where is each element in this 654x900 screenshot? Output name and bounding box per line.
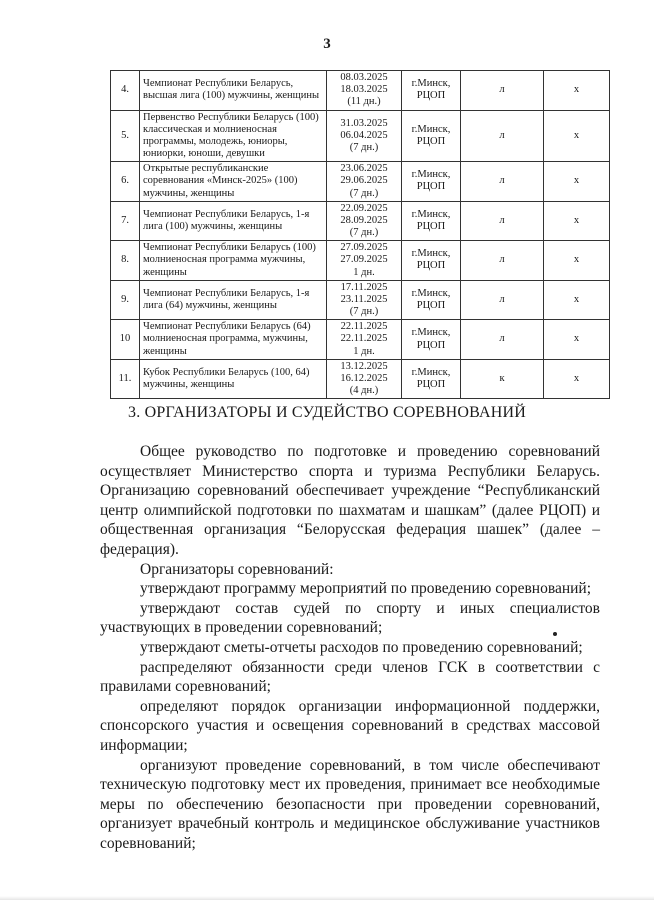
event-dates-cell	[327, 359, 402, 399]
event-dates-cell	[327, 162, 402, 202]
table-row	[111, 110, 610, 162]
event-dates-cell	[327, 110, 402, 162]
row-number-cell: 7.	[111, 201, 140, 241]
event-place-cell: г.Минск, РЦОП	[402, 201, 461, 241]
date-start: 23.06.2025	[340, 163, 388, 175]
event-dates-cell	[327, 280, 402, 320]
row-number-cell: 4.	[111, 71, 140, 111]
event-mark-cell: х	[544, 71, 610, 111]
event-type-cell: л	[461, 110, 544, 162]
paragraph-information-support: определяют порядок организации информационной поддержки, спонсорского участия и освещения соревнований в средствах массовой информации;	[100, 697, 600, 754]
date-start: 17.11.2025	[340, 281, 388, 293]
event-name-cell: Чемпионат Республики Беларусь, высшая лига (100) мужчины, женщины	[140, 71, 327, 111]
event-place-cell: г.Минск, РЦОП	[402, 162, 461, 202]
event-place-cell: г.Минск, РЦОП	[402, 359, 461, 399]
table-row	[111, 162, 610, 202]
event-place-cell: г.Минск, РЦОП	[402, 320, 461, 360]
date-start: 13.12.2025	[340, 360, 388, 372]
date-start: 08.03.2025	[340, 72, 388, 83]
event-name-cell: Чемпионат Республики Беларусь, 1-я лига (64) мужчины, женщины	[140, 280, 327, 320]
date-end: 06.04.2025	[340, 129, 388, 141]
event-dates-cell	[327, 71, 402, 111]
event-dates-cell	[327, 320, 402, 360]
duration: 1 дн.	[353, 266, 375, 278]
paragraph-approve-budget: утверждают сметы-отчеты расходов по проведению соревнований;	[140, 638, 583, 656]
table-row	[111, 241, 610, 281]
date-end: 29.06.2025	[340, 175, 388, 187]
event-place-cell: г.Минск, РЦОП	[402, 241, 461, 281]
row-number-cell: 5.	[111, 110, 140, 162]
event-dates-cell	[327, 201, 402, 241]
event-type-cell: л	[461, 320, 544, 360]
event-mark-cell: х	[544, 280, 610, 320]
event-name-cell: Чемпионат Республики Беларусь (64) молниеносная программа, мужчины, женщины	[140, 320, 327, 360]
duration: (7 дн.)	[349, 141, 379, 153]
paragraph-organizers-heading: Организаторы соревнований:	[140, 560, 334, 578]
date-end: 28.09.2025	[340, 214, 388, 226]
duration: (7 дн.)	[349, 187, 379, 199]
event-mark-cell: х	[544, 201, 610, 241]
duration: (7 дн.)	[349, 227, 379, 239]
page-edge-shadow	[0, 896, 654, 900]
date-end: 23.11.2025	[340, 293, 388, 305]
date-start: 31.03.2025	[340, 117, 388, 129]
row-number-cell: 6.	[111, 162, 140, 202]
event-name-cell: Чемпионат Республики Беларусь (100) молниеносная программа мужчины, женщины	[140, 241, 327, 281]
table-row	[111, 359, 610, 399]
duration: (7 дн.)	[349, 306, 379, 318]
table-row	[111, 280, 610, 320]
row-number-cell: 8.	[111, 241, 140, 281]
date-start: 27.09.2025	[340, 242, 388, 254]
table-row	[111, 201, 610, 241]
table-row	[111, 320, 610, 360]
duration: (11 дн.)	[347, 96, 381, 108]
event-mark-cell: х	[544, 110, 610, 162]
event-name-cell: Чемпионат Республики Беларусь, 1-я лига (100) мужчины, женщины	[140, 201, 327, 241]
paragraph-approve-judges: утверждают состав судей по спорту и иных специалистов участвующих в проведении соревнований;	[100, 599, 600, 637]
date-end: 27.09.2025	[340, 254, 388, 266]
event-type-cell: л	[461, 280, 544, 320]
event-dates-cell	[327, 241, 402, 281]
row-number-cell: 10	[111, 320, 140, 360]
event-mark-cell: х	[544, 359, 610, 399]
event-name-cell: Первенство Республики Беларусь (100) классическая и молниеносная программы, молодежь, юниоры, юниорки, юноши, девушки	[140, 110, 327, 162]
event-type-cell: к	[461, 359, 544, 399]
date-end: 18.03.2025	[340, 84, 388, 96]
event-type-cell: л	[461, 201, 544, 241]
events-table-body	[111, 71, 610, 399]
paragraph-organize-competitions: организуют проведение соревнований, в том числе обеспечивают техническую подготовку мест их проведения, принимает все необходимые меры по обеспечению безопасности при проведении соревнований, организует врачебный контроль и медицинское обслуживание участников соревнований;	[100, 756, 600, 852]
date-end: 16.12.2025	[340, 372, 388, 384]
paragraph-distribute-duties: распределяют обязанности среди членов ГСК в соответствии с правилами соревнований;	[100, 658, 600, 696]
event-mark-cell: х	[544, 162, 610, 202]
event-type-cell: л	[461, 162, 544, 202]
event-mark-cell: х	[544, 320, 610, 360]
duration: 1 дн.	[353, 345, 375, 357]
date-start: 22.09.2025	[340, 202, 388, 214]
row-number-cell: 11.	[111, 359, 140, 399]
date-end: 22.11.2025	[340, 333, 388, 345]
section-title: 3. ОРГАНИЗАТОРЫ И СУДЕЙСТВО СОРЕВНОВАНИЙ	[128, 404, 526, 421]
event-type-cell: л	[461, 241, 544, 281]
stray-ink-dot	[553, 632, 557, 636]
event-place-cell: г.Минск, РЦОП	[402, 280, 461, 320]
paragraph-approve-program: утверждают программу мероприятий по проведению соревнований;	[140, 580, 592, 598]
paragraph-general-management: Общее руководство по подготовке и проведению соревнований осуществляет Министерство спорта и туризма Республики Беларусь. Организацию соревнований обеспечивает учреждение “Республиканский центр олимпийской подготовки по шахматам и шашкам” (далее РЦОП) и общественная организация “Белорусская федерация шашек” (далее – федерация).	[100, 443, 600, 558]
table-row	[111, 71, 610, 111]
event-mark-cell: х	[544, 241, 610, 281]
date-start: 22.11.2025	[340, 321, 388, 333]
event-place-cell: г.Минск, РЦОП	[402, 110, 461, 162]
duration: (4 дн.)	[349, 385, 379, 397]
event-type-cell: л	[461, 71, 544, 111]
event-place-cell: г.Минск, РЦОП	[402, 71, 461, 111]
row-number-cell: 9.	[111, 280, 140, 320]
event-name-cell: Открытые республиканские соревнования «Минск-2025» (100) мужчины, женщины	[140, 162, 327, 202]
body-text	[100, 442, 600, 853]
events-table	[110, 70, 610, 399]
page-number: 3	[323, 36, 331, 52]
event-name-cell: Кубок Республики Беларусь (100, 64) мужчины, женщины	[140, 359, 327, 399]
